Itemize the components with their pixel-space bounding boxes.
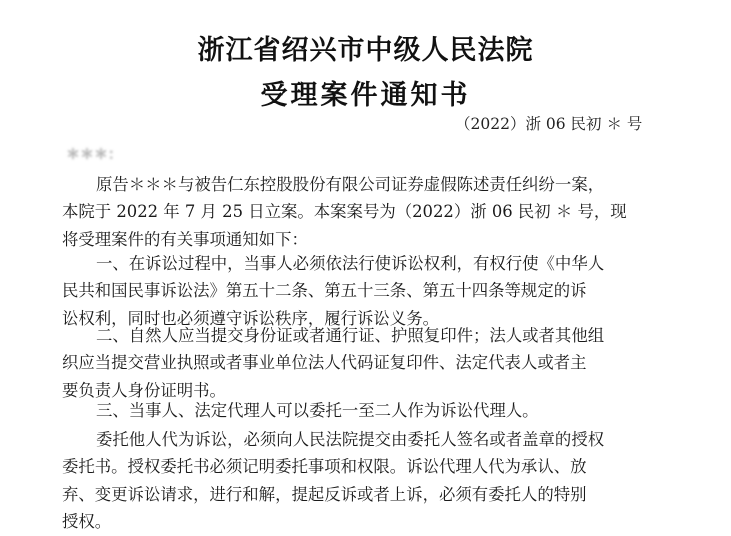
paragraph-line: 将受理案件的有关事项通知如下： [62, 229, 308, 249]
document-title: 受理案件通知书 [260, 80, 471, 111]
paragraph-item-3 [62, 397, 718, 424]
court-name-heading: 浙江省绍兴市中级人民法院 [197, 35, 534, 66]
paragraph-line: 民共和国民事诉讼法》第五十二条、第五十三条、第五十四条等规定的诉 [62, 281, 587, 301]
paragraph-line: 原告＊＊＊与被告仁东控股股份有限公司证券虚假陈述责任纠纷一案， [96, 175, 605, 194]
paragraph-line: 本院于 2022 年 7 月 25 日立案。本案案号为（2022）浙 06 民初 ＊ 号，现 [62, 202, 627, 222]
paragraph-line: 要负责人身份证明书。 [62, 380, 226, 400]
paragraph-intro [62, 171, 718, 253]
paragraph-line: 织应当提交营业执照或者事业单位法人代码证复印件、法定代表人或者主 [62, 353, 587, 373]
paragraph-item-2 [62, 322, 718, 404]
paragraph-entrust [62, 426, 718, 536]
paragraph-line: 一、在诉讼过程中，当事人必须依法行使诉讼权利，有权行使《中华人 [96, 254, 605, 273]
paragraph-line: 委托书。授权委托书必须记明委托事项和权限。诉讼代理人代为承认、放 [62, 457, 587, 477]
addressee-redacted: ＊＊＊： [66, 147, 122, 163]
paragraph-line: 二、自然人应当提交身份证或者通行证、护照复印件；法人或者其他组 [96, 326, 605, 345]
paragraph-item-1 [62, 250, 718, 332]
paragraph-line: 委托他人代为诉讼，必须向人民法院提交由委托人签名或者盖章的授权 [96, 430, 605, 449]
paragraph-line: 弃、变更诉讼请求，进行和解，提起反诉或者上诉，必须有委托人的特别 [62, 484, 587, 504]
case-number: （2022）浙 06 民初 ＊ 号 [455, 115, 643, 133]
paragraph-line: 授权。 [62, 512, 112, 532]
paragraph-line: 讼权利，同时也必须遵守诉讼秩序，履行诉讼义务。 [62, 308, 439, 328]
paragraph-line: 三、当事人、法定代理人可以委托一至二人作为诉讼代理人。 [96, 401, 539, 420]
